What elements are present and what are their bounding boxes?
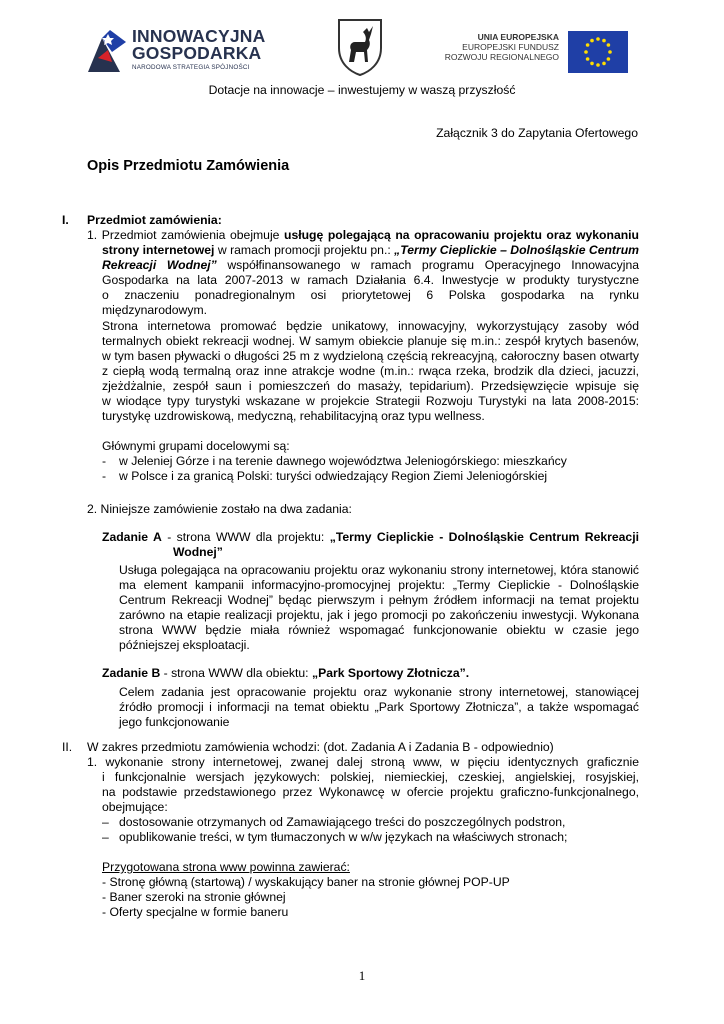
p2-line6: w wiodące typy turystyki wskazane w projekcie Strategii Rozwoju Turystyki na lata 2008-2015: xyxy=(102,394,639,408)
bullet-dash: – xyxy=(102,815,109,829)
s2-bullet-2: opublikowanie treści, w tym tłumaczonych w w/w językach na właściwych stronach; xyxy=(119,830,568,844)
prepared-item: - Stronę główną (startową) / wyskakujący baner na stronie głównej POP-UP xyxy=(102,875,510,889)
section-2-heading: W zakres przedmiotu zamówienia wchodzi: (dot. Zadania A i Zadania B - odpowiednio) xyxy=(87,740,554,754)
page-title: Opis Przedmiotu Zamówienia xyxy=(87,158,290,174)
s2-bullet-1: dostosowanie otrzymanych od Zamawiającego treści do poszczególnych podstron, xyxy=(119,815,566,829)
p1-line2: strony internetowej w ramach promocji projektu pn.: „Termy Cieplickie – Dolnośląskie Centrum xyxy=(102,243,639,257)
p2-line4: z ciepłą wodą termalną oraz inne atrakcje wodne (m.in.: rwąca rzeka, brodzik dla dzieci, jacuzzi, xyxy=(102,364,639,378)
task-a-desc4: zarówno na etapie realizacji projektu, jak i jego promocji po zakończeniu inwestycji. Wykonana xyxy=(119,608,639,622)
attachment-label: Załącznik 3 do Zapytania Ofertowego xyxy=(436,126,638,140)
p2-line5: zjeżdżalnie, zespół saun i pomieszczeń do masaży, tepidarium). Przedsięwzięcie wpisuje się xyxy=(102,379,639,393)
group-dash: - xyxy=(102,454,107,468)
section-1-number: I. xyxy=(62,213,69,227)
section-2-number: II. xyxy=(62,740,73,754)
eu-flag-icon xyxy=(568,31,628,73)
p1-line4: Gospodarka na lata 2007-2013 w ramach Działania 6.4. Inwestycje w produkty turystyczne xyxy=(102,273,639,287)
prepared-item: - Baner szeroki na stronie głównej xyxy=(102,890,286,904)
prepared-heading: Przygotowana strona www powinna zawierać: xyxy=(102,860,350,874)
innowacyjna-gospodarka-logo xyxy=(88,26,278,76)
s2-line1: 1. wykonanie strony internetowej, zwanej dalej stroną www, w pięciu identycznych graficznie xyxy=(87,755,639,769)
p2-line2: termalnych obiekt rekreacji wodnej. W samym obiekcie planuje się m.in.: zespół krytych basenów, xyxy=(102,334,639,348)
p2-line1: Strona internetowa promować będzie unikatowy, innowacyjny, wykorzystujący zasoby wód xyxy=(102,319,639,333)
task-a-desc3: Centrum Rekreacji Wodnej” będąc pierwszym i pełnym źródłem informacji na temat projektu xyxy=(119,593,639,607)
p2-line7: turystykę uzdrowiskową, medyczną, rehabilitacyjną oraz typu wellness. xyxy=(102,409,485,423)
eu-line2: EUROPEJSKI FUNDUSZ xyxy=(462,42,559,52)
p1-line1: 1. Przedmiot zamówienia obejmuje usługę polegającą na opracowaniu projektu oraz wykonaniu xyxy=(87,228,640,242)
p2-line3: w tym basen pływacki o długości 25 m z wydzieloną częścią rekreacyjną, całoroczny basen otwarty xyxy=(102,349,639,363)
p3: 2. Niniejsze zamówienie zostało na dwa zadania: xyxy=(87,502,352,516)
prepared-item: - Oferty specjalne w formie baneru xyxy=(102,905,289,919)
page-number: 1 xyxy=(358,968,366,983)
task-a-line1: Zadanie A - strona WWW dla projektu: „Termy Cieplickie - Dolnośląskie Centrum Rekreacji xyxy=(102,530,639,544)
task-b-line1: Zadanie B - strona WWW dla obiektu: „Park Sportowy Złotnicza”. xyxy=(102,666,470,680)
task-a-line2: Wodnej” xyxy=(173,545,223,559)
task-a-desc1: Usługa polegająca na opracowaniu projektu oraz wykonaniu strony internetowej, która stanowić xyxy=(119,563,639,577)
task-a-desc5: strona WWW będzie miała również wspomagać funkcjonowanie obiektu w czasie jego xyxy=(119,623,639,637)
eu-logo-text xyxy=(445,32,559,62)
ig-star-icon xyxy=(88,28,128,72)
group-item: w Polsce i za granicą Polski: turyści odwiedzający Region Ziemi Jeleniogórskiej xyxy=(119,469,548,483)
ig-title-line1: INNOWACYJNA xyxy=(132,26,266,46)
ig-title-line2: GOSPODARKA xyxy=(132,43,262,63)
city-crest-icon xyxy=(335,18,385,76)
tagline: Dotacje na innowacje – inwestujemy w waszą przyszłość xyxy=(208,83,516,97)
groups-intro: Głównymi grupami docelowymi są: xyxy=(102,439,290,453)
s2-line3: na podstawie przedstawionego przez Wykonawcę w ofercie projektu graficzno-funkcjonalnego, xyxy=(102,785,639,799)
p1-line6: międzynarodowym. xyxy=(102,303,207,317)
p1-line3: Rekreacji Wodnej” współfinansowanego w ramach programu Operacyjnego Innowacyjna xyxy=(102,258,640,272)
group-dash: - xyxy=(102,469,107,483)
task-b-desc1: Celem zadania jest opracowanie projektu oraz wykonanie strony internetowej, stanowiącej xyxy=(119,685,639,699)
group-item: w Jeleniej Górze i na terenie dawnego województwa Jeleniogórskiego: mieszkańcy xyxy=(119,454,567,468)
s2-line2: i funkcjonalnie wersjach językowych: polskiej, niemieckiej, czeskiej, angielskiej, rosyjskiej, xyxy=(102,770,639,784)
task-a-desc6: późniejszej eksploatacji. xyxy=(119,638,250,652)
ig-subtitle: NARODOWA STRATEGIA SPÓJNOŚCI xyxy=(132,64,250,71)
bullet-dash: – xyxy=(102,830,109,844)
eu-line3: ROZWOJU REGIONALNEGO xyxy=(444,52,559,62)
task-a-desc2: ma element kampanii informacyjno-promocyjnej projektu: „Termy Cieplickie - Dolnośląskie xyxy=(119,578,639,592)
p1-line5: o znaczeniu ponadregionalnym osi priorytetowej 6 Polska gospodarka na rynku xyxy=(102,288,639,302)
task-b-desc2: źródło promocji i informacji na temat obiektu „Park Sportowy Złotnicza”, a także wspomagać xyxy=(119,700,639,714)
s2-line4: obejmujące: xyxy=(102,800,168,814)
section-1-heading: Przedmiot zamówienia: xyxy=(87,213,222,227)
eu-line1: UNIA EUROPEJSKA xyxy=(477,32,559,42)
task-b-desc3: jego funkcjonowanie xyxy=(119,715,230,729)
